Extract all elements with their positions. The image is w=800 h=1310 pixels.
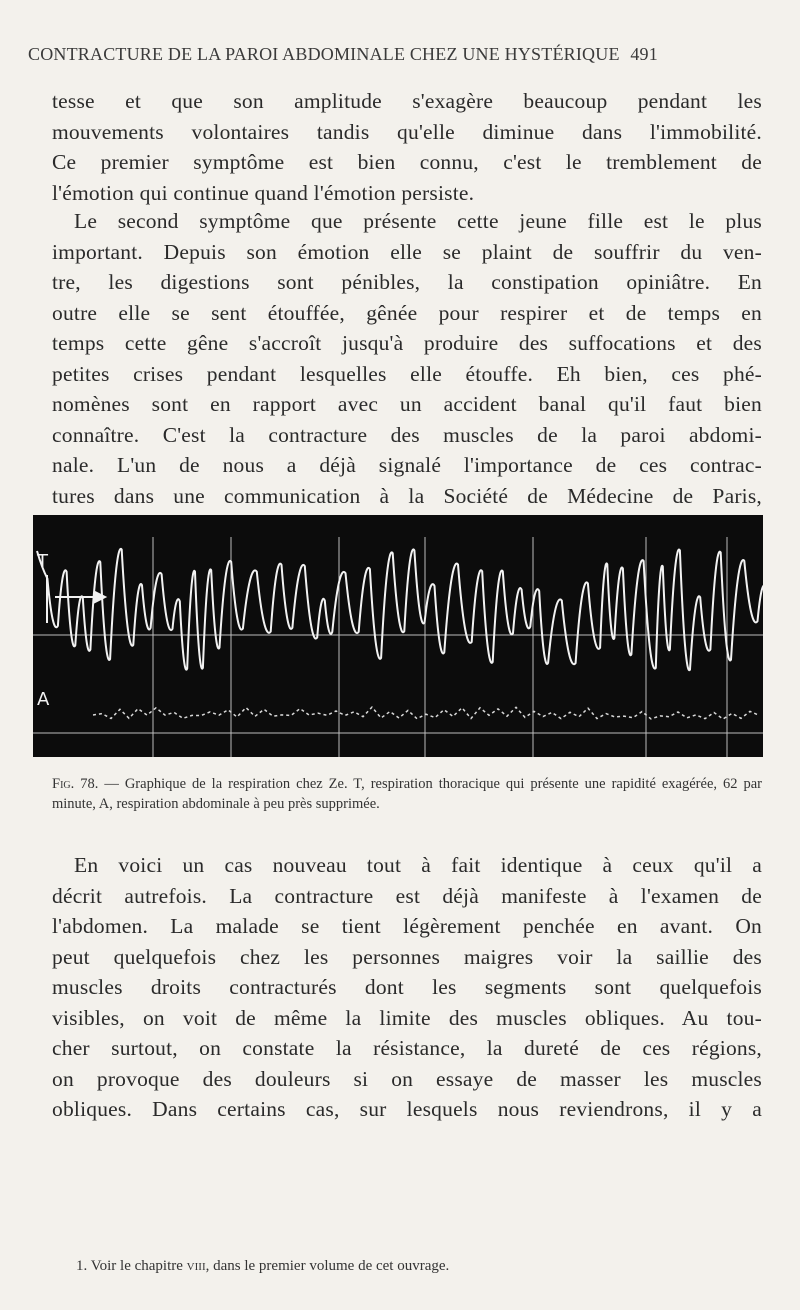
text-line: obliques. Dans certains cas, sur lesquels nous reviendrons, il y a (52, 1097, 762, 1121)
text-line: muscles droits contracturés dont les segments sont quelquefois (52, 975, 762, 999)
thoracic-trace (37, 549, 763, 670)
footnote-number: 1. (76, 1258, 88, 1274)
text-line: temps cette gêne s'accroît jusqu'à produire des suffocations et des (52, 331, 762, 355)
paragraph-1 (52, 86, 762, 208)
text-line: petites crises pendant lesquelles elle étouffe. Eh bien, ces phé- (52, 361, 762, 386)
running-title: CONTRACTURE DE LA PAROI ABDOMINALE CHEZ UNE HYSTÉRIQUE (28, 44, 620, 64)
paragraph-2 (52, 206, 762, 542)
text-line: tesse et que son amplitude s'exagère beaucoup pendant les (52, 89, 762, 113)
text-line: on provoque des douleurs si on essaye de masser les muscles (52, 1066, 762, 1091)
text-line: important. Depuis son émotion elle se plaint de souffrir du ven- (52, 239, 762, 264)
figure-label: Fig. 78. (52, 776, 99, 792)
running-head (28, 44, 778, 65)
text-line: l'émotion qui continue quand l'émotion persiste. (52, 180, 475, 205)
respiration-graph (33, 515, 763, 757)
respiration-graph-figure (33, 515, 763, 757)
caption-text: — Graphique de la respiration chez Ze. T, respiration thoracique qui présente une rapidité exagérée, 62 par minute, A, respiration abdominale à peu près supprimée. (52, 776, 762, 812)
text-line: nale. L'un de nous a déjà signalé l'importance de ces contrac- (52, 453, 762, 477)
text-line: cher surtout, on constate la résistance, la dureté de ces régions, (52, 1036, 762, 1060)
text-line: outre elle se sent étouffée, gênée pour respirer et de temps en (52, 300, 762, 325)
text-line: décrit autrefois. La contracture est déjà manifeste à l'examen de (52, 883, 762, 908)
figure-caption (52, 774, 762, 814)
page-number: 491 (630, 44, 658, 64)
text-line: visibles, on voit de même la limite des muscles obliques. Au tou- (52, 1005, 762, 1030)
text-line: l'abdomen. La malade se tient légèrement penchée en avant. On (52, 914, 762, 938)
label-abdominal: A (37, 689, 50, 710)
text-line: tures dans une communication à la Société de Médecine de Paris, (52, 483, 762, 508)
abdominal-trace (93, 707, 759, 719)
text-line: Le second symptôme que présente cette jeune fille est le plus (74, 209, 762, 233)
text-line: nomènes sont en rapport avec un accident banal qu'il faut bien (52, 392, 762, 416)
text-line: Ce premier symptôme est bien connu, c'est le tremblement de (52, 150, 762, 174)
paragraph-3 (52, 850, 762, 1125)
text-line: tre, les digestions sont pénibles, la constipation opiniâtre. En (52, 270, 762, 294)
timing-arrow (47, 575, 105, 623)
label-thoracic: T (37, 551, 48, 572)
text-line: En voici un cas nouveau tout à fait identique à ceux qu'il a (74, 853, 762, 877)
footnote: 1. Voir le chapitre viii, dans le premier volume de cet ouvrage. (76, 1258, 450, 1274)
text-line: mouvements volontaires tandis qu'elle diminue dans l'immobilité. (52, 119, 762, 144)
text-line: peut quelquefois chez les personnes maigres voir la saillie des (52, 944, 762, 969)
text-line: connaître. C'est la contracture des muscles de la paroi abdomi- (52, 422, 762, 447)
